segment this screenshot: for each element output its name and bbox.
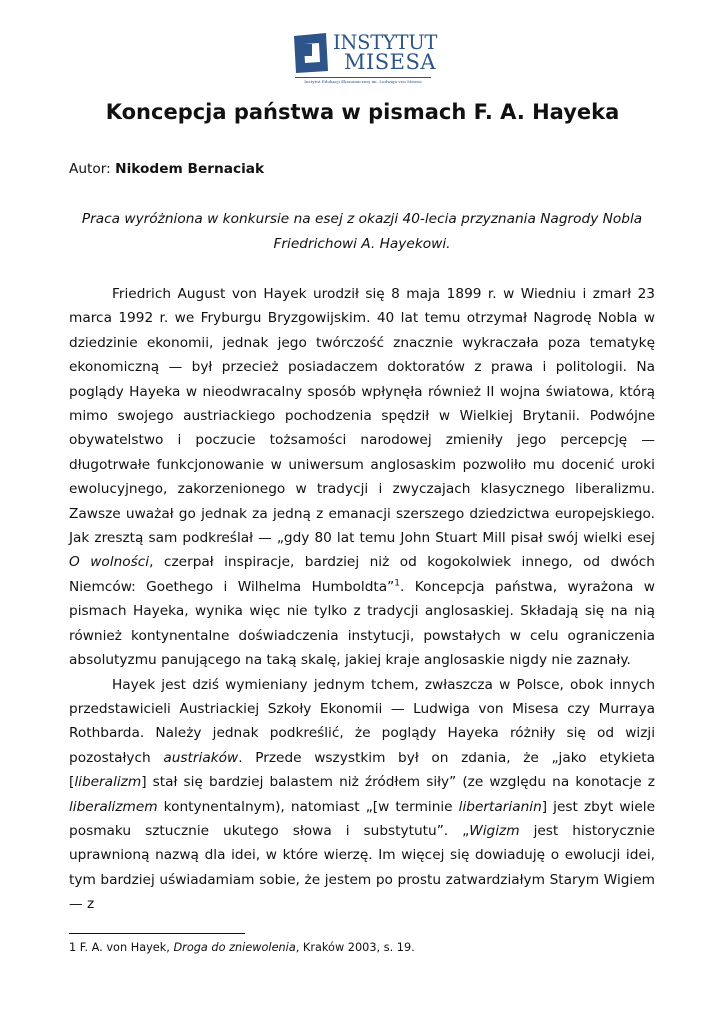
paragraph-2 bbox=[69, 673, 655, 917]
paragraph-1 bbox=[69, 282, 655, 673]
author-label: Autor: bbox=[69, 161, 111, 177]
author-name: Nikodem Bernaciak bbox=[115, 161, 265, 177]
footnote-separator bbox=[69, 933, 245, 934]
text-run: jest historycznie uprawnioną nazwą dla idei, w które wierzę. Im więcej się dowiaduję o ewolucji idei, tym bardziej uświadamiam sobie, że jestem po prostu zatwardziałym Starym Wigiem — z bbox=[69, 822, 655, 913]
italic-term: austriaków bbox=[163, 749, 239, 766]
footnote-1 bbox=[69, 940, 415, 956]
footnote-book-title: Droga do zniewolenia bbox=[173, 941, 296, 954]
text-run: . Przede wszystkim był on zdania, że „jako etykieta [ bbox=[69, 749, 655, 791]
author-line bbox=[69, 160, 264, 178]
text-run: ] stał się bardziej balastem niż źródłem siły” (ze względu na konotacje z bbox=[141, 774, 655, 791]
logo-word-instytut: INSTYTUT bbox=[333, 31, 438, 54]
text-run: , czerpał inspiracje, bardziej niż od kogokolwiek innego, od dwóch Niemców: Goethego i Wilhelma Humboldta” bbox=[69, 554, 655, 595]
institute-logo bbox=[292, 30, 438, 88]
text-run: ] jest zbyt wiele posmaku sztucznie ukutego słowa i substytutu”. „ bbox=[69, 798, 655, 839]
italic-term: libertarianin bbox=[458, 798, 542, 815]
logo-divider bbox=[295, 77, 431, 78]
document-title: Koncepcja państwa w pismach F. A. Hayeka bbox=[105, 100, 620, 124]
text-run: Hayek jest dziś wymieniany jednym tchem, zwłaszcza w Polsce, obok innych przedstawicieli Austriackiej Szkoły Ekonomii — Ludwiga von Misesa czy Murraya Rothbarda. Należy jednak podkreślić, że poglądy Hayeka różniły się od wizji pozostałych bbox=[69, 676, 655, 766]
essay-body bbox=[69, 282, 655, 917]
footnote-ref-1[interactable]: 1 bbox=[394, 578, 401, 589]
footnote-suffix: , Kraków 2003, s. 19. bbox=[295, 941, 415, 954]
text-run: . Koncepcja państwa, wyrażona w pismach Hayeka, wynika więc nie tylko z tradycji anglosaskiej. Składają się na nią również kontynentalne doświadczenia instytucji, powstałych w celu ograniczenia absolutyzmu panującego na taką skalę, jakiej kraje anglosaskie nigdy nie zaznały. bbox=[69, 578, 655, 669]
text-run: Friedrich August von Hayek urodził się 8 maja 1899 r. w Wiedniu i zmarł 23 marca 1992 r. we Fryburgu Bryzgowijskim. 40 lat temu otrzymał Nagrodę Nobla w dziedzinie ekonomii, jednak jego twórczość znacznie wykraczała poza tematykę ekonomiczną — był przecież posiadaczem doktoratów z prawa i politologii. Na poglądy Hayeka w nieodwracalny sposób wpłynęła również II wojna światowa, którą mimo swojego austriackiego pochodzenia spędził w Wielkiej Brytanii. Podwójne obywatelstwo i poczucie tożsamości narodowej zmieniły jego percepcję — długotrwałe funkcjonowanie w uniwersum anglosaskim pozwoliło mu docenić uroki ewolucyjnego, zakorzenionego w tradycji i zwyczajach klasycznego liberalizmu. Zawsze uważał go jednak za jedną z emanacji szerszego dziedzictwa europejskiego. Jak zresztą sam podkreślał — „gdy 80 lat temu John Stuart Mill pisał swój wielki esej bbox=[69, 286, 655, 547]
footnote-prefix: 1 F. A. von Hayek, bbox=[69, 941, 174, 954]
text-run: kontynentalnym), natomiast „[w terminie bbox=[157, 798, 459, 815]
book-title-o-wolnosci: O wolności bbox=[69, 554, 150, 571]
italic-term: Wigizm bbox=[469, 822, 520, 839]
italic-term: liberalizm bbox=[74, 774, 142, 791]
award-note: Praca wyróżniona w konkursie na esej z okazji 40-lecia przyznania Nagrody Nobla Friedrichowi A. Hayekowi. bbox=[81, 211, 643, 252]
italic-term: liberalizmem bbox=[69, 798, 158, 815]
logo-subtitle: Instytut Edukacji Ekonomicznej im. Ludwiga von Misesa bbox=[304, 79, 422, 84]
logo-word-misesa: MISESA bbox=[344, 50, 437, 74]
logo-square-icon bbox=[292, 32, 330, 74]
